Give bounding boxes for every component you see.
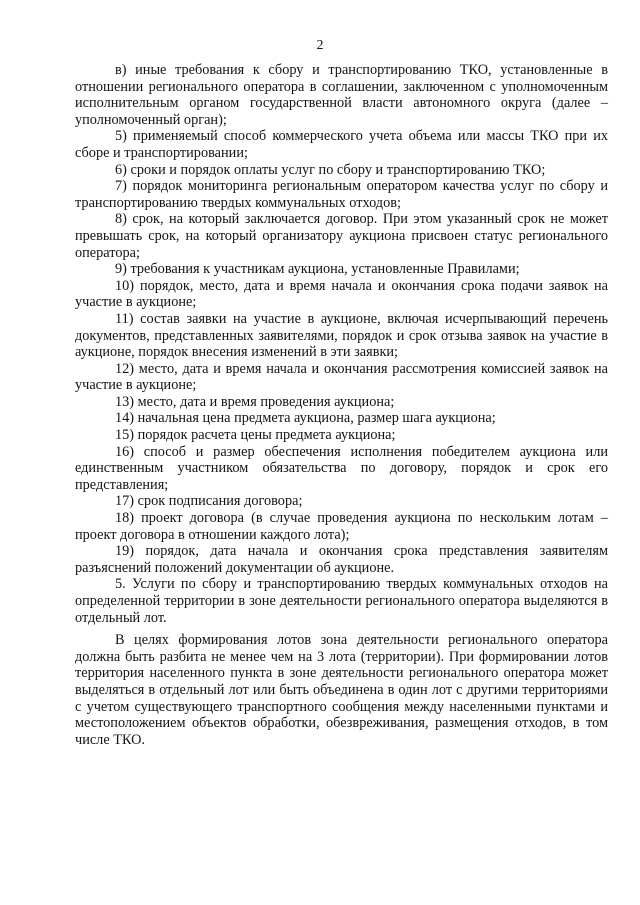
paragraph-item-17-signing-deadline: 17) срок подписания договора; bbox=[115, 493, 303, 510]
paragraph-item-13-auction-venue: 13) место, дата и время проведения аукциона; bbox=[115, 393, 395, 410]
paragraph-item-7-quality-monitoring: 7) порядок мониторинга региональным оператором качества услуг по сбору и транспортированию твердых коммунальных отходов; bbox=[75, 178, 608, 211]
paragraph-section-5-lots: 5. Услуги по сбору и транспортированию твердых коммунальных отходов на определенной территории в зоне деятельности регионального оператора выделяются в отдельный лот. bbox=[75, 576, 608, 626]
paragraph-item-9-participant-requirements: 9) требования к участникам аукциона, установленные Правилами; bbox=[115, 261, 520, 278]
paragraph-item-15-price-calculation: 15) порядок расчета цены предмета аукциона; bbox=[115, 427, 396, 444]
page-number: 2 bbox=[316, 38, 324, 53]
paragraph-item-18-draft-contract: 18) проект договора (в случае проведения аукциона по нескольким лотам – проект договора в отношении каждого лота); bbox=[75, 510, 608, 543]
paragraph-item-v-other-requirements: в) иные требования к сбору и транспортированию ТКО, установленные в отношении регионального оператора в соглашении, заключенном с уполномоченным исполнительным органом государственной власти автономного округа (далее – уполномоченный орган); bbox=[75, 62, 608, 128]
paragraph-item-6-payment-terms: 6) сроки и порядок оплаты услуг по сбору и транспортированию ТКО; bbox=[115, 161, 546, 178]
paragraph-item-16-performance-security: 16) способ и размер обеспечения исполнения победителем аукциона или единственным участником обязательства по договору, порядок и срок его представления; bbox=[75, 443, 608, 493]
paragraph-item-11-application-contents: 11) состав заявки на участие в аукционе, включая исчерпывающий перечень документов, представленных заявителями, порядок и срок отзыва заявок на участие в аукционе, порядок внесения изменений в эти заявки; bbox=[75, 310, 608, 361]
paragraph-lot-formation: В целях формирования лотов зона деятельности регионального оператора должна быть разбита не менее чем на 3 лота (территории). При формировании лотов территория населенного пункта в зоне деятельности регионального оператора может выделяться в отдельный лот или быть объединена в один лот с другими территориями с учетом существующего транспортного сообщения между населенными пунктами и местоположением объектов обработки, обезвреживания, размещения отходов, в том числе ТКО. bbox=[75, 632, 608, 748]
paragraph-item-19-clarifications: 19) порядок, дата начала и окончания срока представления заявителям разъяснений положений документации об аукционе. bbox=[75, 543, 608, 576]
paragraph-item-8-contract-term: 8) срок, на который заключается договор. При этом указанный срок не может превышать срок, на который организатору аукциона присвоен статус регионального оператора; bbox=[75, 211, 608, 261]
paragraph-item-12-review-period: 12) место, дата и время начала и окончания рассмотрения комиссией заявок на участие в аукционе; bbox=[75, 360, 608, 394]
document-body bbox=[75, 62, 608, 748]
paragraph-item-5-accounting-method: 5) применяемый способ коммерческого учета объема или массы ТКО при их сборе и транспортировании; bbox=[75, 128, 608, 161]
paragraph-item-10-application-deadline: 10) порядок, место, дата и время начала и окончания срока подачи заявок на участие в аукционе; bbox=[75, 277, 608, 311]
paragraph-item-14-starting-price: 14) начальная цена предмета аукциона, размер шага аукциона; bbox=[115, 410, 496, 427]
